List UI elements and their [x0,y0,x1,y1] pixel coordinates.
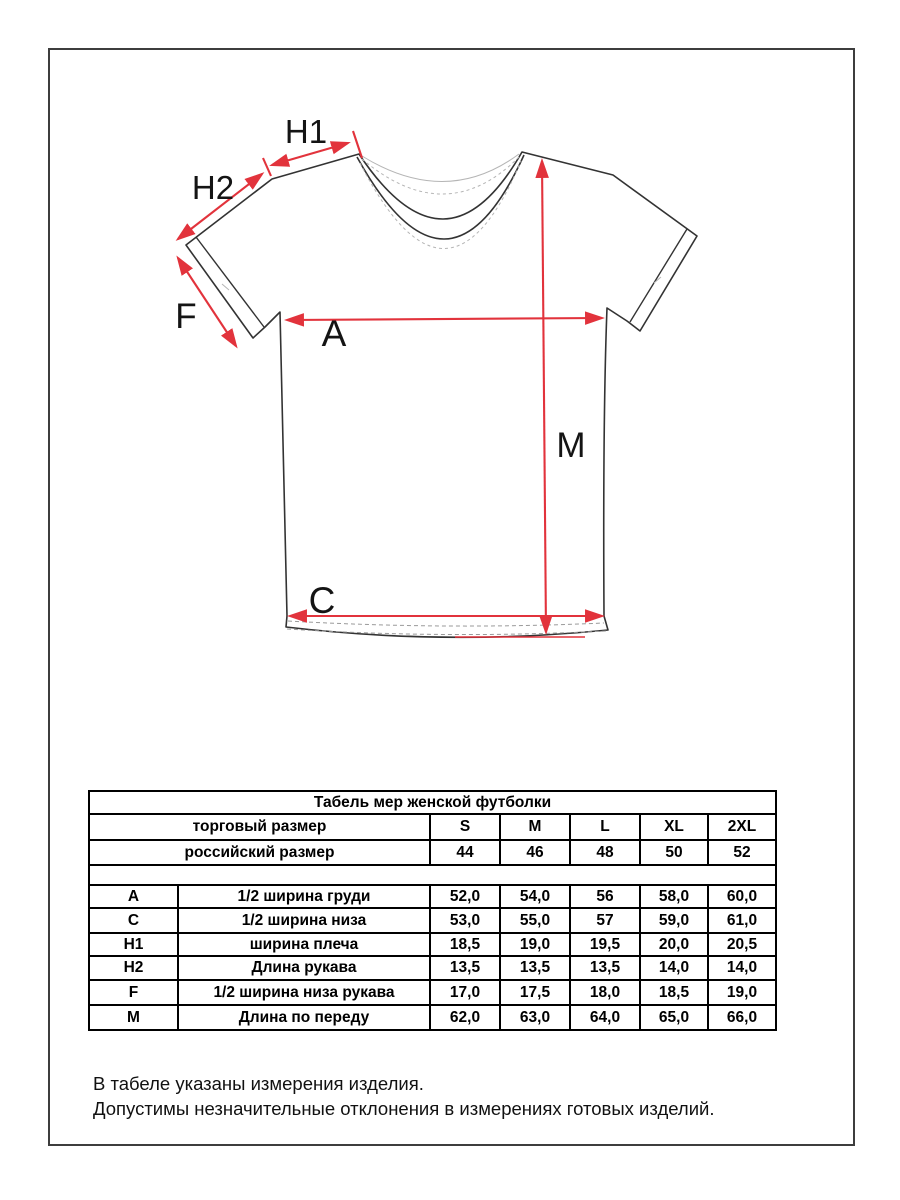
size-value-cell: 18,5 [640,980,708,1005]
size-value-cell: 13,5 [430,956,500,980]
table-row [89,956,776,980]
footnotes [93,1071,793,1121]
tshirt-body-shape [186,152,697,637]
table-row [89,1005,776,1030]
measure-name: 1/2 ширина груди [178,885,430,908]
label-h2: H2 [191,169,235,206]
russian-size-row [89,840,776,865]
size-value-cell: 13,5 [570,956,640,980]
size-value-cell: 19,5 [570,933,640,956]
size-value-cell: 14,0 [640,956,708,980]
size-value-cell: 13,5 [500,956,570,980]
measure-code: A [89,885,178,908]
size-value-cell: 18,5 [430,933,500,956]
trade-size-cell: S [430,814,500,840]
label-a: A [321,313,347,354]
label-m: M [556,426,586,465]
measure-code: M [89,1005,178,1030]
table-row [89,908,776,933]
table-row [89,885,776,908]
size-value-cell: 55,0 [500,908,570,933]
label-h1: H1 [284,113,328,150]
measure-code: F [89,980,178,1005]
measure-name: 1/2 ширина низа [178,908,430,933]
russian-size-cell: 46 [500,840,570,865]
size-value-cell: 20,0 [640,933,708,956]
label-f: F [175,297,197,336]
size-value-cell: 58,0 [640,885,708,908]
trade-size-label: торговый размер [89,814,430,840]
trade-size-cell: XL [640,814,708,840]
measure-name: ширина плеча [178,933,430,956]
trade-size-cell: M [500,814,570,840]
measure-name: Длина по переду [178,1005,430,1030]
size-value-cell: 18,0 [570,980,640,1005]
size-value-cell: 19,0 [708,980,776,1005]
size-chart-table [88,790,777,1031]
footnote-line: Допустимы незначительные отклонения в измерениях готовых изделий. [93,1098,715,1119]
size-value-cell: 53,0 [430,908,500,933]
trade-size-row [89,814,776,840]
spacer-cell [89,865,776,885]
measure-name: Длина рукава [178,956,430,980]
size-value-cell: 14,0 [708,956,776,980]
trade-size-cell: L [570,814,640,840]
trade-size-cell: 2XL [708,814,776,840]
measure-code: H2 [89,956,178,980]
h1-tick-left [263,158,271,176]
size-value-cell: 59,0 [640,908,708,933]
measure-name: 1/2 ширина низа рукава [178,980,430,1005]
size-value-cell: 17,0 [430,980,500,1005]
size-value-cell: 17,5 [500,980,570,1005]
tshirt-outline [186,152,697,637]
russian-size-label: российский размер [89,840,430,865]
russian-size-cell: 50 [640,840,708,865]
russian-size-cell: 52 [708,840,776,865]
size-value-cell: 57 [570,908,640,933]
size-value-cell: 62,0 [430,1005,500,1030]
table-title: Табель мер женской футболки [89,791,776,814]
size-value-cell: 64,0 [570,1005,640,1030]
size-value-cell: 54,0 [500,885,570,908]
spacer-row [89,865,776,885]
russian-size-cell: 44 [430,840,500,865]
table-title-row [89,791,776,814]
size-value-cell: 60,0 [708,885,776,908]
label-c: C [308,580,336,621]
russian-size-cell: 48 [570,840,640,865]
size-value-cell: 63,0 [500,1005,570,1030]
footnote-line: В табеле указаны измерения изделия. [93,1073,424,1094]
measure-code: H1 [89,933,178,956]
size-value-cell: 56 [570,885,640,908]
size-value-cell: 65,0 [640,1005,708,1030]
size-value-cell: 61,0 [708,908,776,933]
size-value-cell: 19,0 [500,933,570,956]
size-value-cell: 20,5 [708,933,776,956]
table-row [89,980,776,1005]
table-row [89,933,776,956]
size-value-cell: 52,0 [430,885,500,908]
measure-code: C [89,908,178,933]
size-value-cell: 66,0 [708,1005,776,1030]
